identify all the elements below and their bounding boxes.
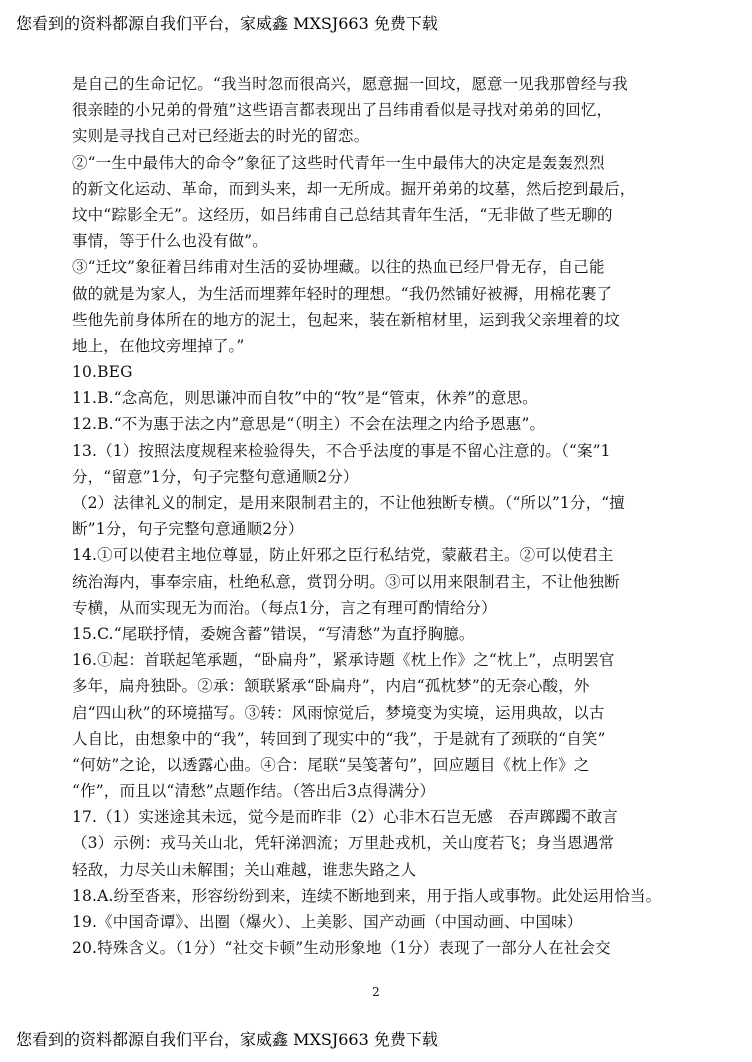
answer-body bbox=[72, 71, 692, 961]
text-line: 很亲睦的小兄弟的骨殖”这些语言都表现出了吕纬甫看似是寻找对弟弟的回忆， bbox=[72, 101, 613, 120]
text-line: 的新文化运动、革命，而到头来，却一无所成。掘开弟弟的坟墓，然后挖到最后， bbox=[72, 179, 636, 198]
text-line: 坟中“踪影全无”。这经历，如吕纬甫自己总结其青年生活，“无非做了些无聊的 bbox=[72, 205, 613, 224]
text-line: 地上，在他坟旁埋掉了。” bbox=[72, 336, 245, 355]
text-line: 些他先前身体所在的地方的泥土，包起来，装在新棺材里，运到我父亲埋着的坟 bbox=[72, 310, 620, 329]
text-line: “何妨”之论，以透露心曲。④合：尾联“吴笺著句”，回应题目《枕上作》之 bbox=[72, 755, 590, 774]
answer-12: 12.B.“不为惠于法之内”意思是“（明主）不会在法理之内给予恩惠”。 bbox=[72, 415, 546, 434]
answer-20: 20.特殊含义。（1分）“社交卡顿”生动形象地（1分）表现了一部分人在社会交 bbox=[72, 939, 611, 958]
answer-14: 14.①可以使君主地位尊显，防止奸邪之臣行私结党，蒙蔽君主。②可以使君主 bbox=[72, 546, 614, 565]
answer-17: 17.（1）实迷途其未远，觉今是而昨非（2）心非木石岂无感 吞声踯躅不敢言 bbox=[72, 808, 618, 827]
text-line: （2）法律礼义的制定，是用来限制君主的，不让他独断专横。（“所以”1分，“擅 bbox=[72, 494, 625, 512]
text-line: 统治海内，事奉宗庙，杜绝私意，赏罚分明。③可以用来限制君主，不让他独断 bbox=[72, 572, 620, 591]
text-line: 多年，扁舟独卧。②承：颔联紧承“卧扁舟”，内启“孤枕梦”的无奈心酸，外 bbox=[72, 677, 590, 696]
header-banner: 您看到的资料都源自我们平台，家威鑫 MXSJ663 免费下载 bbox=[16, 14, 438, 33]
text-line: 是自己的生命记忆。“我当时忽而很高兴，愿意掘一回坟，愿意一见我那曾经与我 bbox=[72, 75, 628, 93]
text-line: 事情，等于什么也没有做”。 bbox=[72, 232, 268, 251]
text-line: （3）示例：戎马关山北，凭轩涕泗流；万里赴戎机，关山度若飞；身当恩遇常 bbox=[72, 834, 615, 853]
text-line: 专横，从而实现无为而治。（每点1分，言之有理可酌情给分） bbox=[72, 598, 497, 617]
answer-18: 18.A.纷至沓来，形容纷纷到来，连续不断地到来，用于指人或事物。此处运用恰当。 bbox=[72, 886, 662, 905]
answer-15: 15.C.“尾联抒情，委婉含蓄”错误，“写清愁”为直抒胸臆。 bbox=[72, 624, 475, 643]
answer-13: 13.（1）按照法度规程来检验得失，不合乎法度的事是不留心注意的。（“案”1 bbox=[72, 441, 611, 460]
page-number: 2 bbox=[372, 985, 380, 999]
text-line: 分，“留意”1分，句子完整句意通顺2分） bbox=[72, 467, 359, 486]
text-line: 实则是寻找自己对已经逝去的时光的留恋。 bbox=[72, 127, 370, 146]
text-line: 轻敌，力尽关山未解围；关山难越，谁悲失路之人 bbox=[72, 860, 417, 879]
text-line: “作”，而且以“清愁”点题作结。（答出后3点得满分） bbox=[72, 782, 436, 801]
answer-10: 10.BEG bbox=[72, 363, 133, 382]
text-line: ③“迁坟”象征着吕纬甫对生活的妥协埋藏。以往的热血已经尸骨无存，自己能 bbox=[72, 258, 605, 277]
answer-11: 11.B.“念高危，则思谦冲而自牧”中的“牧”是“管束，休养”的意思。 bbox=[72, 389, 538, 408]
answer-19: 19.《中国奇谭》、出圈（爆火）、上美影、国产动画（中国动画、中国味） bbox=[72, 913, 583, 931]
text-line: ②“一生中最伟大的命令”象征了这些时代青年一生中最伟大的决定是轰轰烈烈 bbox=[72, 153, 605, 172]
text-line: 断”1分，句子完整句意通顺2分） bbox=[72, 520, 304, 539]
text-line: 做的就是为家人，为生活而埋葬年轻时的理想。“我仍然铺好被褥，用棉花裹了 bbox=[72, 284, 613, 303]
text-line: 启“四山秋”的环境描写。③转：风雨惊觉后，梦境变为实境，运用典故，以古 bbox=[72, 703, 605, 722]
answer-16: 16.①起：首联起笔承题，“卧扁舟”，紧承诗题《枕上作》之“枕上”，点明罢官 bbox=[72, 651, 615, 670]
text-line: 人自比，由想象中的“我”，转回到了现实中的“我”，于是就有了颈联的“自笑” bbox=[72, 729, 606, 748]
footer-banner: 您看到的资料都源自我们平台，家威鑫 MXSJ663 免费下载 bbox=[16, 1030, 438, 1049]
